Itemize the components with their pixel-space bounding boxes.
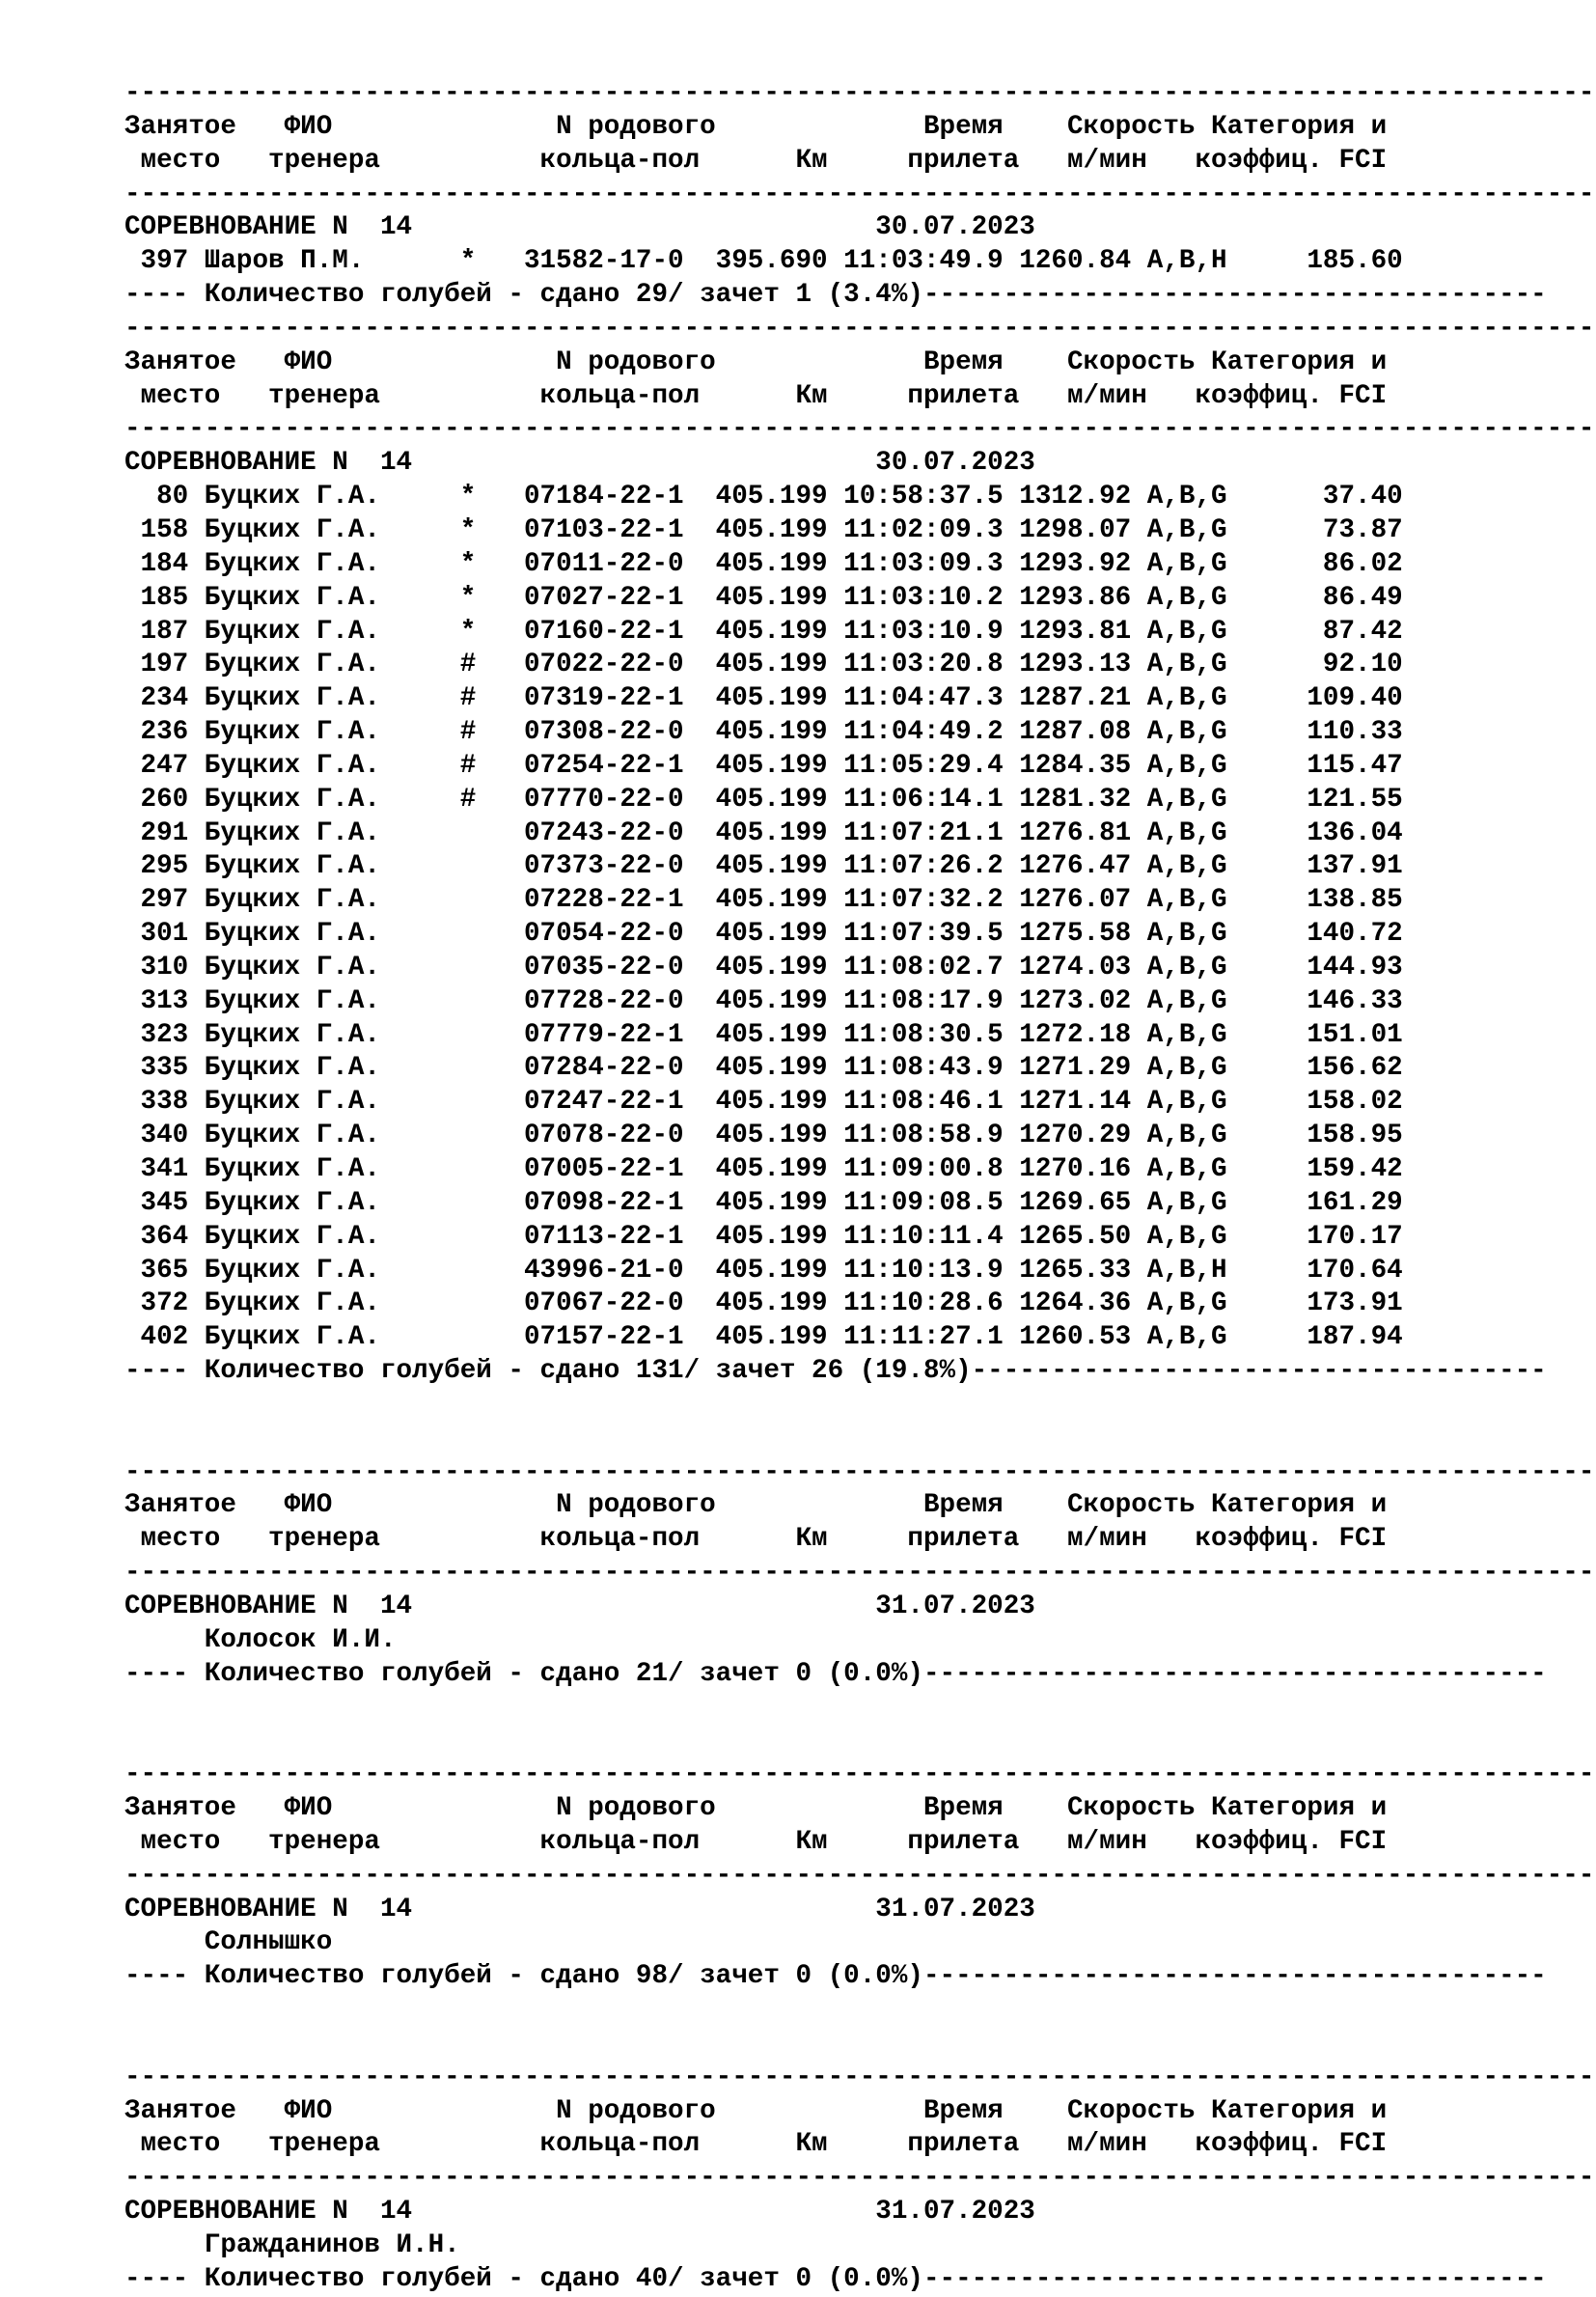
section-summary: ---- Количество голубей - сдано 40/ зачет 0 (0.0%)--------------------------------------- [124,2263,1547,2294]
result-row: 158 Буцких Г.А. * 07103-22-1 405.199 11:02:09.3 1298.07 A,B,G 73.87 [124,514,1403,545]
result-row: 365 Буцких Г.А. 43996-21-0 405.199 11:10:13.9 1265.33 A,B,H 170.64 [124,1255,1403,1286]
result-row: 338 Буцких Г.А. 07247-22-1 405.199 11:08:46.1 1271.14 A,B,G 158.02 [124,1087,1403,1118]
header-columns-line-1: Занятое ФИО N родового Время Скорость Категория и [124,1793,1388,1824]
section-title: СОРЕВНОВАНИЕ N 14 31.07.2023 [124,2197,1035,2228]
result-row: 402 Буцких Г.А. 07157-22-1 405.199 11:11:27.1 1260.53 A,B,G 187.94 [124,1322,1403,1353]
result-row: 301 Буцких Г.А. 07054-22-0 405.199 11:07:39.5 1275.58 A,B,G 140.72 [124,919,1403,950]
header-columns-line-2: место тренера кольца-пол Км прилета м/мин коэффиц. FCI [124,380,1388,411]
section-summary: ---- Количество голубей - сдано 98/ зачет 0 (0.0%)--------------------------------------- [124,1961,1547,1992]
header-rule-top: -------------------------------------------------------------------------------------------- [124,2062,1595,2092]
header-columns-line-2: место тренера кольца-пол Км прилета м/мин коэффиц. FCI [124,1826,1388,1857]
result-row: 397 Шаров П.М. * 31582-17-0 395.690 11:03:49.9 1260.84 A,B,H 185.60 [124,246,1403,277]
result-row: 341 Буцких Г.А. 07005-22-1 405.199 11:09:00.8 1270.16 A,B,G 159.42 [124,1154,1403,1184]
result-row: 335 Буцких Г.А. 07284-22-0 405.199 11:08:43.9 1271.29 A,B,G 156.62 [124,1053,1403,1084]
blank-line [124,1389,1572,1423]
result-row: 345 Буцких Г.А. 07098-22-1 405.199 11:09:08.5 1269.65 A,B,G 161.29 [124,1187,1403,1218]
result-row: 291 Буцких Г.А. 07243-22-0 405.199 11:07:21.1 1276.81 A,B,G 136.04 [124,817,1403,848]
result-row: 340 Буцких Г.А. 07078-22-0 405.199 11:08:58.9 1270.29 A,B,G 158.95 [124,1121,1403,1151]
result-row: 313 Буцких Г.А. 07728-22-0 405.199 11:08:17.9 1273.02 A,B,G 146.33 [124,985,1403,1016]
header-columns-line-1: Занятое ФИО N родового Время Скорость Категория и [124,2095,1388,2126]
blank-line [124,2028,1572,2062]
header-columns-line-2: место тренера кольца-пол Км прилета м/мин коэффиц. FCI [124,145,1388,176]
blank-line [124,1994,1572,2028]
header-rule-top: -------------------------------------------------------------------------------------------- [124,313,1595,344]
result-row: 184 Буцких Г.А. * 07011-22-0 405.199 11:03:09.3 1293.92 A,B,G 86.02 [124,548,1403,579]
result-row: Солнышко [124,1927,333,1958]
header-columns-line-2: место тренера кольца-пол Км прилета м/мин коэффиц. FCI [124,1524,1388,1555]
result-row: 295 Буцких Г.А. 07373-22-0 405.199 11:07:26.2 1276.47 A,B,G 137.91 [124,851,1403,882]
section-summary: ---- Количество голубей - сдано 131/ зачет 26 (19.8%)------------------------------------ [124,1356,1547,1387]
header-columns-line-1: Занятое ФИО N родового Время Скорость Категория и [124,346,1388,377]
result-row: 323 Буцких Г.А. 07779-22-1 405.199 11:08:30.5 1272.18 A,B,G 151.01 [124,1019,1403,1050]
header-columns-line-1: Занятое ФИО N родового Время Скорость Категория и [124,111,1388,142]
section-summary: ---- Количество голубей - сдано 29/ зачет 1 (3.4%)--------------------------------------- [124,280,1547,311]
header-rule-bottom: -------------------------------------------------------------------------------------------- [124,1860,1595,1891]
header-columns-line-2: место тренера кольца-пол Км прилета м/мин коэффиц. FCI [124,2129,1388,2160]
blank-line [124,1423,1572,1456]
result-row: 260 Буцких Г.А. # 07770-22-0 405.199 11:06:14.1 1281.32 A,B,G 121.55 [124,784,1403,815]
result-row: 297 Буцких Г.А. 07228-22-1 405.199 11:07:32.2 1276.07 A,B,G 138.85 [124,885,1403,916]
blank-line [124,1692,1572,1726]
header-rule-bottom: -------------------------------------------------------------------------------------------- [124,179,1595,209]
section-title: СОРЕВНОВАНИЕ N 14 30.07.2023 [124,448,1035,479]
header-rule-top: -------------------------------------------------------------------------------------------- [124,78,1595,108]
result-row: 364 Буцких Г.А. 07113-22-1 405.199 11:10:11.4 1265.50 A,B,G 170.17 [124,1221,1403,1252]
header-rule-bottom: -------------------------------------------------------------------------------------------- [124,414,1595,445]
result-row: Гражданинов И.Н. [124,2230,460,2260]
section-summary: ---- Количество голубей - сдано 21/ зачет 0 (0.0%)--------------------------------------- [124,1658,1547,1689]
section-title: СОРЕВНОВАНИЕ N 14 31.07.2023 [124,1894,1035,1924]
section-title: СОРЕВНОВАНИЕ N 14 31.07.2023 [124,1591,1035,1621]
result-row: 187 Буцких Г.А. * 07160-22-1 405.199 11:03:10.9 1293.81 A,B,G 87.42 [124,616,1403,647]
header-rule-bottom: -------------------------------------------------------------------------------------------- [124,1558,1595,1589]
result-row: 197 Буцких Г.А. # 07022-22-0 405.199 11:03:20.8 1293.13 A,B,G 92.10 [124,650,1403,680]
result-row: Колосок И.И. [124,1624,397,1655]
result-row: 372 Буцких Г.А. 07067-22-0 405.199 11:10:28.6 1264.36 A,B,G 173.91 [124,1288,1403,1319]
result-row: 234 Буцких Г.А. # 07319-22-1 405.199 11:04:47.3 1287.21 A,B,G 109.40 [124,683,1403,714]
section-title: СОРЕВНОВАНИЕ N 14 30.07.2023 [124,212,1035,243]
result-row: 310 Буцких Г.А. 07035-22-0 405.199 11:08:02.7 1274.03 A,B,G 144.93 [124,952,1403,982]
result-row: 80 Буцких Г.А. * 07184-22-1 405.199 10:58:37.5 1312.92 A,B,G 37.40 [124,482,1403,512]
race-results-report [124,77,1595,2297]
header-columns-line-1: Занятое ФИО N родового Время Скорость Категория и [124,1490,1388,1521]
blank-line [124,1725,1572,1758]
header-rule-bottom: -------------------------------------------------------------------------------------------- [124,2163,1595,2194]
result-row: 247 Буцких Г.А. # 07254-22-1 405.199 11:05:29.4 1284.35 A,B,G 115.47 [124,750,1403,781]
result-row: 236 Буцких Г.А. # 07308-22-0 405.199 11:04:49.2 1287.08 A,B,G 110.33 [124,717,1403,748]
header-rule-top: -------------------------------------------------------------------------------------------- [124,1456,1595,1487]
result-row: 185 Буцких Г.А. * 07027-22-1 405.199 11:03:10.2 1293.86 A,B,G 86.49 [124,582,1403,613]
header-rule-top: -------------------------------------------------------------------------------------------- [124,1759,1595,1790]
